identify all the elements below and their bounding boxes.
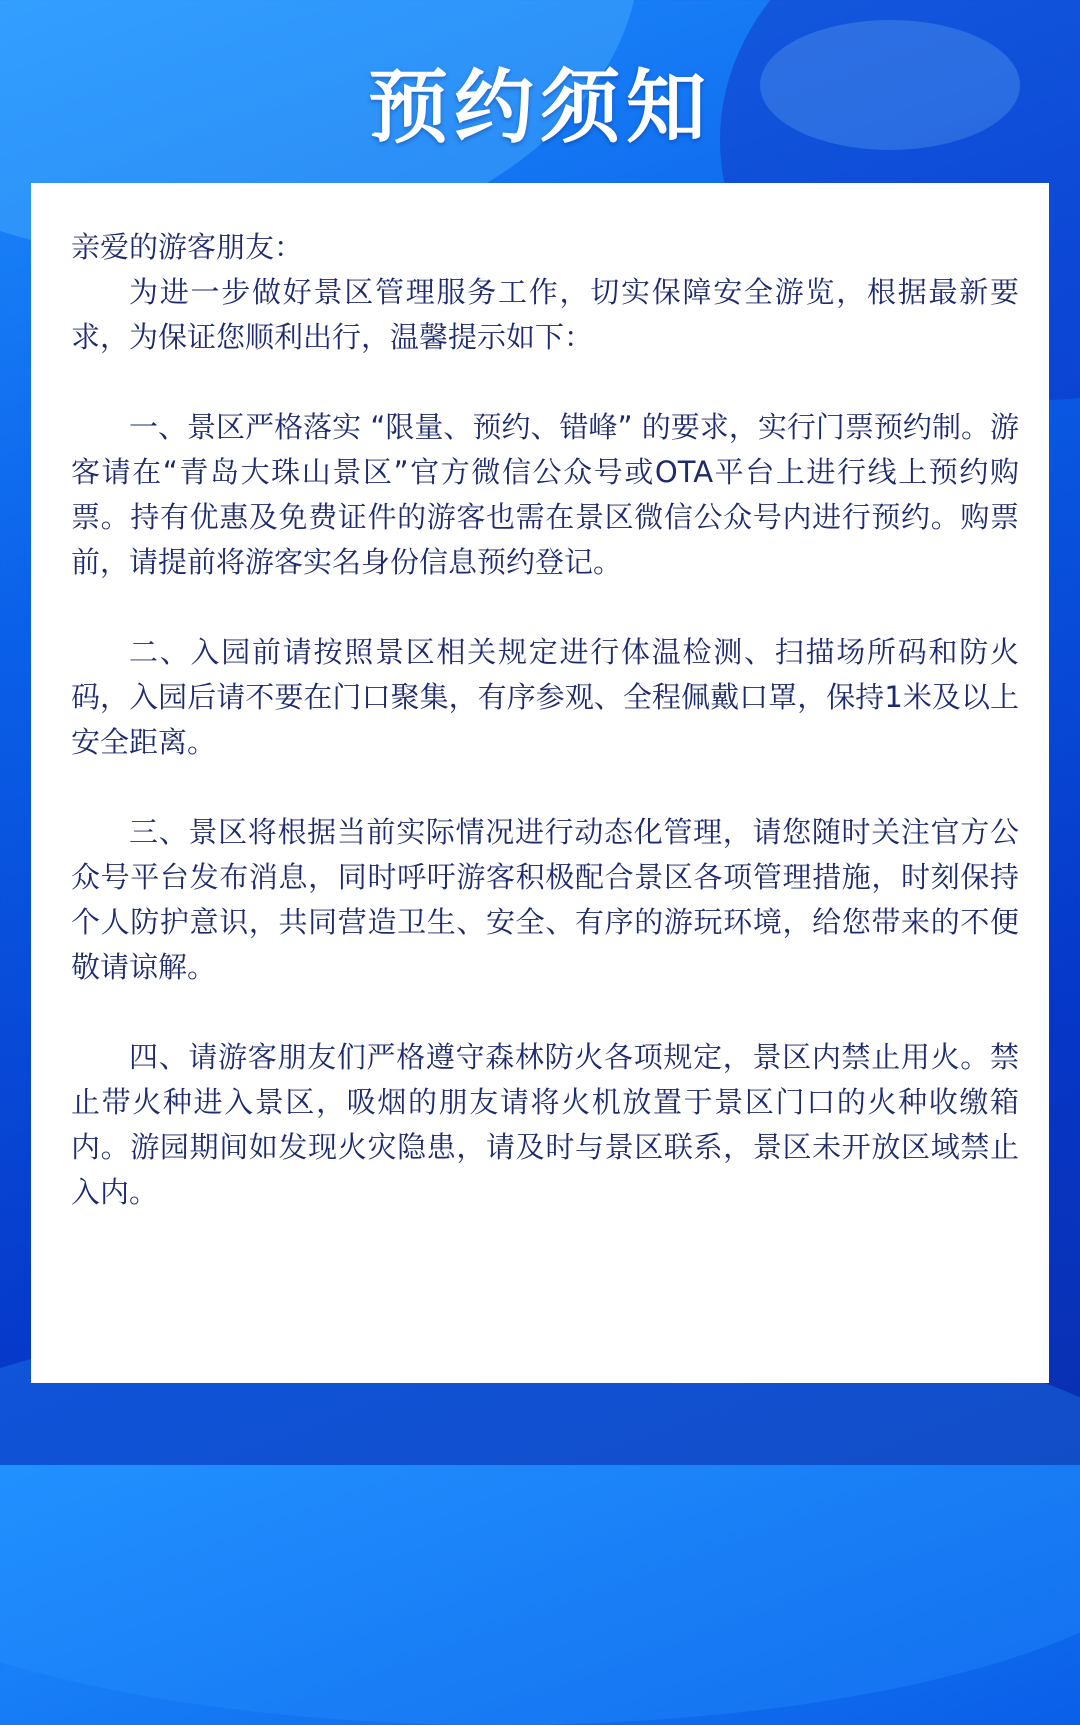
notice-card — [31, 183, 1049, 1383]
notice-section-4: 四、请游客朋友们严格遵守森林防火各项规定，景区内禁止用火。禁止带火种进入景区，吸烟的朋友请将火机放置于景区门口的火种收缴箱内。游园期间如发现火灾隐患，请及时与景区联系，景区未开放区域禁止入内。 — [71, 1040, 1019, 1209]
intro-paragraph: 为进一步做好景区管理服务工作，切实保障安全游览，根据最新要求，为保证您顺利出行，温馨提示如下： — [71, 275, 1019, 354]
notice-section-1: 一、景区严格落实 “限量、预约、错峰” 的要求，实行门票预约制。游客请在“青岛大珠山景区”官方微信公众号或OTA平台上进行线上预约购票。持有优惠及免费证件的游客也需在景区微信公众号内进行预约。购票前，请提前将游客实名身份信息预约登记。 — [71, 410, 1019, 579]
notice-section-2: 二、入园前请按照景区相关规定进行体温检测、扫描场所码和防火码，入园后请不要在门口聚集，有序参观、全程佩戴口罩，保持1米及以上安全距离。 — [71, 635, 1019, 759]
greeting: 亲爱的游客朋友： — [71, 230, 304, 264]
page-title: 预约须知 — [368, 61, 712, 154]
notice-section-3: 三、景区将根据当前实际情况进行动态化管理，请您随时关注官方公众号平台发布消息，同时呼吁游客积极配合景区各项管理措施，时刻保持个人防护意识，共同营造卫生、安全、有序的游玩环境，给您带来的不便敬请谅解。 — [71, 815, 1019, 984]
